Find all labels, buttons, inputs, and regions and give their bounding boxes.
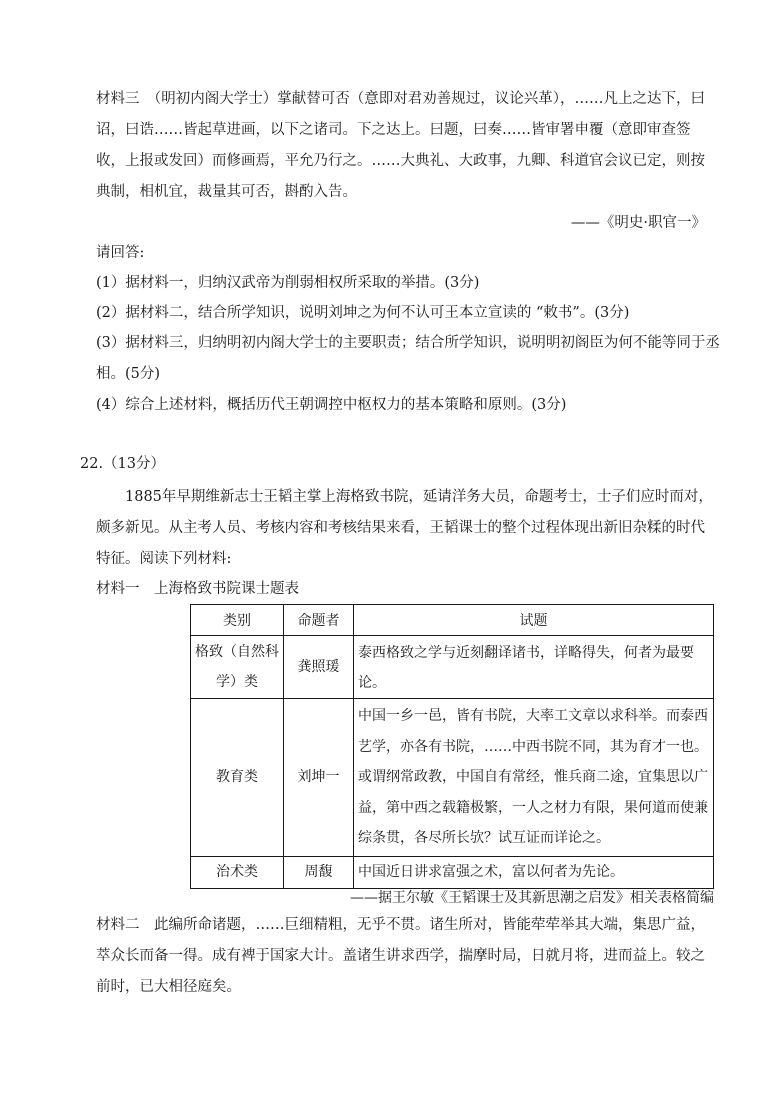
cell-author: 龚照瑗 bbox=[284, 636, 354, 699]
exam-topics-table bbox=[190, 604, 714, 889]
cell-category: 治术类 bbox=[191, 856, 284, 888]
table-row bbox=[191, 856, 714, 888]
table-row bbox=[191, 699, 714, 857]
table-header-row bbox=[191, 605, 714, 636]
cell-category: 教育类 bbox=[191, 699, 284, 857]
question-1: (1）据材料一，归纳汉武帝为削弱相权所采取的举措。(3分) bbox=[96, 275, 480, 291]
column-header-question: 试题 bbox=[354, 605, 714, 636]
cell-category: 格致（自然科学）类 bbox=[191, 636, 284, 699]
column-header-category: 类别 bbox=[191, 605, 284, 636]
question-2: (2）据材料二，结合所学知识，说明刘坤之为何不认可王本立宣读的 “敕书”。(3分) bbox=[96, 305, 630, 321]
cell-question: 泰西格致之学与近刻翻译诸书，详略得失，何者为最要论。 bbox=[354, 636, 714, 699]
question-4: (4）综合上述材料，概括历代王朝调控中枢权力的基本策略和原则。(3分) bbox=[96, 397, 567, 413]
question-22-intro: 1885年早期维新志士王韬主掌上海格致书院，延请洋务大员，命题考士，士子们应时而对，颇多新见。从主考人员、考核内容和考核结果来看，王韬课士的整个过程体现出新旧杂糅的时代特征。阅读下列材料: bbox=[96, 489, 713, 567]
question-3: (3）据材料三，归纳明初内阁大学士的主要职责；结合所学知识，说明明初阁臣为何不能等同于丞相。(5分) bbox=[96, 335, 720, 382]
question-22-number: 22.（13分） bbox=[80, 456, 166, 472]
column-header-author: 命题者 bbox=[284, 605, 354, 636]
material2-paragraph: 材料二 此编所命诸题，……巨细精粗，无乎不贯。诸生所对，皆能荦荦举其大端，集思广益，萃众长而备一得。成有裨于国家大计。盖诸生讲求西学，揣摩时局，日就月将，进而益上。较之前时，已大相径庭矣。 bbox=[96, 917, 705, 995]
cell-author: 刘坤一 bbox=[284, 699, 354, 857]
material1-title: 材料一 上海格致书院课士题表 bbox=[96, 581, 299, 597]
table-source: ——据王尔敏《王韬课士及其新思潮之启发》相关表格简编 bbox=[350, 890, 714, 906]
cell-question: 中国一乡一邑，皆有书院，大率工文章以求科举。而泰西艺学，亦各有书院，……中西书院不同，其为育才一也。或谓纲常政教，中国自有常经，惟兵商二途，宜集思以广益，第中西之载籍极繁，一人之材力有限，果何道而使兼综条贯，各尽所长欤？试互证而详论之。 bbox=[354, 699, 714, 857]
table-row bbox=[191, 636, 714, 699]
cell-question: 中国近日讲求富强之术，富以何者为先论。 bbox=[354, 856, 714, 888]
cell-author: 周馥 bbox=[284, 856, 354, 888]
material3-source: ——《明史·职官一》 bbox=[570, 215, 706, 231]
material3-paragraph: 材料三 （明初内阁大学士）掌献替可否（意即对君劝善规过，议论兴革），……凡上之达下，曰诏，曰诰……皆起草进画，以下之诸司。下之达上。曰题，曰奏……皆审署申覆（意即审查签收，上报或发回）而修画焉，平允乃行之。……大典礼、大政事，九卿、科道官会议已定，则按典制，相机宜，裁量其可否，斟酌入告。 bbox=[96, 91, 705, 200]
questions-intro: 请回答: bbox=[96, 245, 145, 261]
